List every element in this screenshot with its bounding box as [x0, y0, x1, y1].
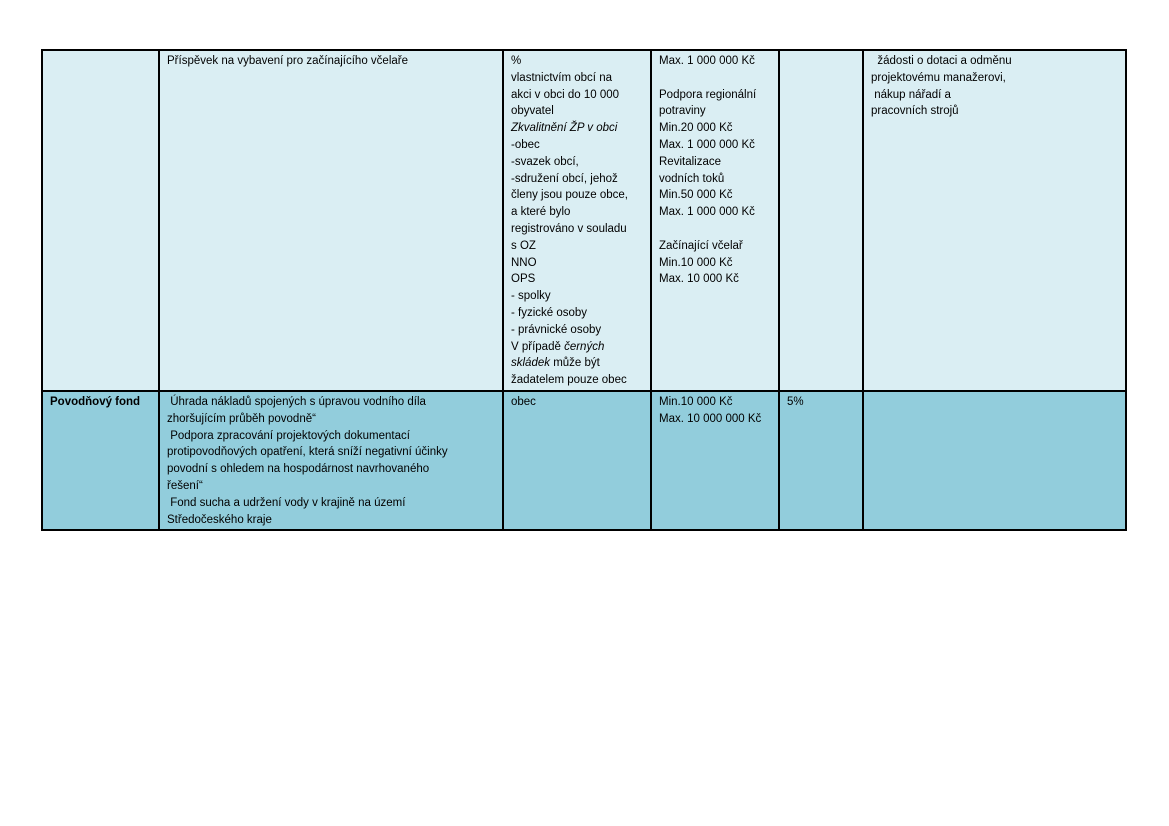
purpose-cell: [159, 50, 503, 391]
purpose-line: Fond sucha a udržení vody v krajině na území: [167, 496, 406, 509]
applicants-text: V případě: [511, 340, 565, 353]
amount-line: Max. 1 000 000 Kč: [659, 206, 755, 219]
notes-cell: [863, 50, 1126, 391]
amount-line: Max. 10 000 000 Kč: [659, 412, 762, 425]
applicants-line: s OZ: [511, 239, 536, 252]
applicants-heading: Zkvalitnění ŽP v obci: [511, 122, 618, 135]
amount-line: Max. 10 000 Kč: [659, 273, 739, 286]
applicants-emphasis: skládek: [511, 357, 550, 370]
purpose-line: zhoršujícím průběh povodně“: [167, 412, 316, 425]
purpose-cell: [159, 391, 503, 530]
amount-line: potraviny: [659, 105, 706, 118]
applicants-line: registrováno v souladu: [511, 222, 627, 235]
notes-line: projektovému manažerovi,: [871, 71, 1006, 84]
applicants-cell: [503, 50, 651, 391]
amount-line: Min.10 000 Kč: [659, 395, 733, 408]
notes-line: žádosti o dotaci a odměnu: [871, 55, 1012, 67]
purpose-text: Příspěvek na vybavení pro začínajícího včelaře: [167, 55, 408, 67]
purpose-line: Středočeského kraje: [167, 513, 272, 526]
purpose-line: Podpora zpracování projektových dokumentací: [167, 429, 410, 442]
applicants-line: -sdružení obcí, jehož: [511, 172, 618, 185]
table-row: [42, 50, 1126, 391]
purpose-line: povodní s ohledem na hospodárnost navrhovaného: [167, 463, 430, 476]
amount-line: Max. 1 000 000 Kč: [659, 138, 755, 151]
applicants-line: [511, 355, 644, 372]
applicants-text: může být: [550, 357, 600, 370]
table-row: [42, 391, 1126, 530]
amount-line: Max. 1 000 000 Kč: [659, 55, 755, 67]
applicants-line: NNO: [511, 256, 537, 269]
applicants-line: - fyzické osoby: [511, 306, 588, 319]
applicants-line: vlastnictvím obcí na: [511, 71, 612, 84]
amounts-cell: [651, 391, 779, 530]
amount-line: Revitalizace: [659, 155, 721, 168]
cofinancing-value: 5%: [787, 395, 804, 408]
amount-line: Začínající včelař: [659, 239, 743, 252]
notes-line: nákup nářadí a: [871, 88, 951, 101]
fund-name-cell: [42, 391, 159, 530]
fund-name-cell: [42, 50, 159, 391]
applicants-line: - právnické osoby: [511, 323, 602, 336]
applicants-line: členy jsou pouze obce,: [511, 189, 628, 202]
amount-line: Min.10 000 Kč: [659, 256, 733, 269]
applicants-line: -obec: [511, 138, 540, 151]
cofinancing-cell: [779, 391, 863, 530]
fund-name: Povodňový fond: [50, 395, 141, 408]
applicants-line: %: [511, 55, 522, 67]
applicants-line: [511, 339, 644, 356]
spacer: [659, 70, 772, 87]
purpose-line: řešení“: [167, 479, 203, 492]
applicants-line: - spolky: [511, 290, 551, 303]
grant-table: [41, 49, 1127, 531]
applicants-line: žadatelem pouze obec: [511, 374, 627, 387]
applicants-line: -svazek obcí,: [511, 155, 579, 168]
amounts-cell: [651, 50, 779, 391]
applicants-line: akci v obci do 10 000: [511, 88, 620, 101]
applicants-emphasis: černých: [564, 340, 605, 353]
applicants-line: obyvatel: [511, 105, 554, 118]
spacer: [659, 221, 772, 238]
applicants-line: OPS: [511, 273, 536, 286]
applicants-line: obec: [511, 395, 536, 408]
amount-line: Podpora regionální: [659, 88, 757, 101]
amount-line: vodních toků: [659, 172, 725, 185]
purpose-line: protipovodňových opatření, která sníží negativní účinky: [167, 446, 448, 459]
amount-line: Min.20 000 Kč: [659, 122, 733, 135]
cofinancing-cell: [779, 50, 863, 391]
applicants-cell: [503, 391, 651, 530]
notes-line: pracovních strojů: [871, 105, 959, 118]
notes-cell: [863, 391, 1126, 530]
applicants-line: a které bylo: [511, 206, 571, 219]
amount-line: Min.50 000 Kč: [659, 189, 733, 202]
purpose-line: Úhrada nákladů spojených s úpravou vodního díla: [167, 395, 426, 408]
